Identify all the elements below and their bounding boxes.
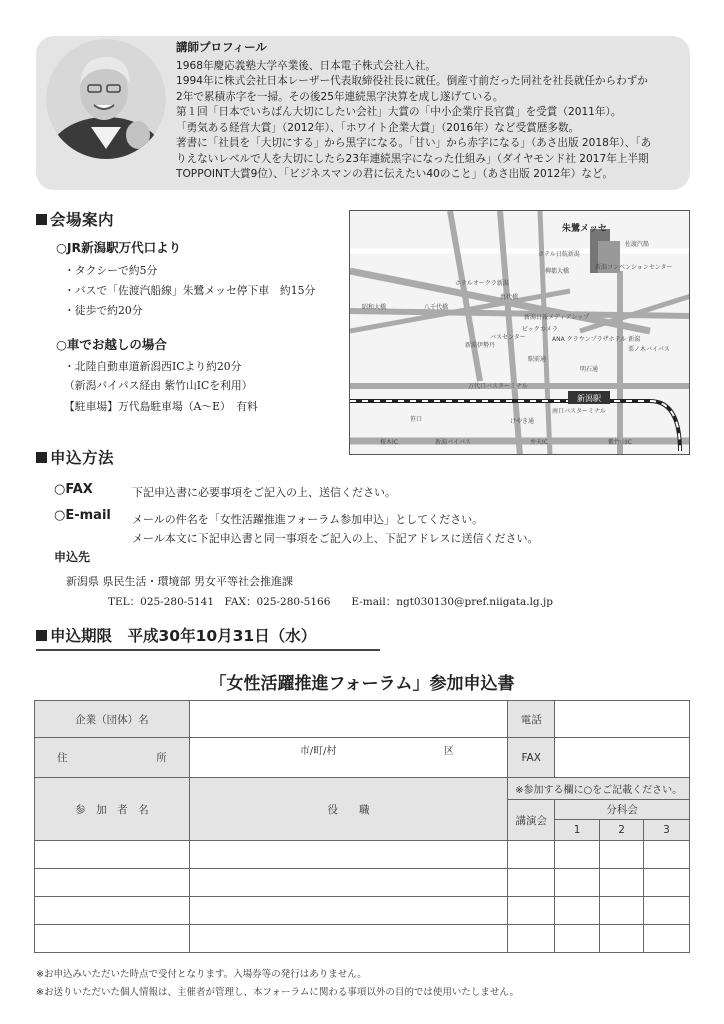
profile-line: 第１回「日本でいちばん大切にしたい会社」大賞の「中小企業庁長官賞」を受賞（2011年）。: [176, 106, 622, 118]
participant-name-input[interactable]: [35, 925, 190, 953]
profile-line: 2年で累積赤字を一掃。その後25年連続黒字決算を成し遂げている。: [176, 90, 504, 103]
role-header: 役 職: [189, 778, 507, 841]
phone-label: 電話: [508, 701, 555, 738]
breakout-3-checkbox[interactable]: [644, 925, 690, 953]
participant-name-input[interactable]: [35, 869, 190, 897]
breakout-2-checkbox[interactable]: [600, 897, 644, 925]
profile-line: 著書に「社員を「大切にする」から黒字になる。「甘い」から赤字になる」（あさ出版 2018年）、「あ: [176, 137, 652, 149]
map-label: バスセンター: [490, 334, 526, 341]
table-row: [35, 841, 690, 869]
email-key: ○E-mail: [54, 508, 111, 523]
address-label: [35, 738, 190, 778]
profile-title: 講師プロフィール: [176, 40, 267, 54]
train-item: ・徒歩で約20分: [64, 304, 143, 317]
map-label: 万代口バスターミナル: [468, 383, 528, 390]
map-label: 駅前通: [528, 356, 547, 363]
destination-contact: TEL：025-280-5141 FAX：025-280-5166 E-mail：ngt030130@pref.niigata.lg.jp: [108, 596, 553, 608]
role-input[interactable]: [189, 925, 507, 953]
car-item: ・北陸自動車道新潟西ICより約20分: [64, 360, 242, 373]
participant-name-input[interactable]: [35, 897, 190, 925]
form-title: 「女性活躍推進フォーラム」参加申込書: [209, 674, 515, 694]
footnote: ※お申込みいただいた時点で受付となります。入場券等の発行はありません。: [36, 969, 367, 980]
map-label: 新潟伊勢丹: [465, 342, 496, 349]
car-heading: ○車でお越しの場合: [56, 337, 167, 352]
breakout-col-2: 2: [600, 820, 644, 841]
breakout-col-1: 1: [555, 820, 600, 841]
map-label: 笹口: [410, 416, 423, 423]
deadline-heading: [36, 624, 316, 646]
role-input[interactable]: [189, 869, 507, 897]
breakout-1-checkbox[interactable]: [555, 897, 600, 925]
map-label: 柳都大橋: [545, 268, 570, 275]
breakout-2-checkbox[interactable]: [600, 925, 644, 953]
map-label: 新潟バイパス: [435, 439, 471, 446]
map-label: 南口バスターミナル: [552, 408, 606, 415]
heading-square-icon: [36, 630, 47, 641]
car-item: 【駐車場】万代島駐車場（A～E） 有料: [64, 400, 258, 413]
map-station-label: 新潟駅: [577, 394, 601, 403]
speaker-photo: [46, 39, 166, 159]
participant-name-header: 参 加 者 名: [35, 778, 190, 841]
heading-square-icon: [36, 214, 47, 225]
map-label: ビックカメラ: [522, 326, 558, 333]
map-label: ホテル日航新潟: [538, 251, 580, 258]
map-label: 明石通: [580, 366, 599, 373]
lecture-checkbox[interactable]: [508, 869, 555, 897]
destination-org: 新潟県 県民生活・環境部 男女平等社会推進課: [66, 575, 293, 588]
venue-heading-text: 会場案内: [50, 211, 115, 229]
table-row: [35, 869, 690, 897]
address-ward-hint: 区: [443, 746, 454, 757]
map-label: 桜木IC: [380, 439, 398, 446]
map-label: 新潟日報メディアシップ: [524, 314, 590, 321]
company-input[interactable]: [189, 701, 507, 738]
map-label: 萬代橋: [500, 294, 519, 301]
breakout-1-checkbox[interactable]: [555, 841, 600, 869]
profile-box: [36, 36, 690, 190]
train-heading: ○JR新潟駅万代口より: [56, 240, 182, 255]
map-label: 紫竹山IC: [608, 439, 632, 446]
fax-input[interactable]: [555, 738, 690, 778]
breakout-1-checkbox[interactable]: [555, 925, 600, 953]
application-form-table: [34, 700, 690, 953]
profile-line: 1968年慶応義塾大学卒業後、日本電子株式会社入社。: [176, 59, 437, 72]
table-row: [35, 925, 690, 953]
lecture-checkbox[interactable]: [508, 925, 555, 953]
email-text: メールの件名を「女性活躍推進フォーラム参加申込」としてください。: [132, 513, 484, 526]
train-item: ・タクシーで約5分: [64, 264, 158, 277]
deadline-underline: [36, 649, 380, 651]
profile-text: [176, 40, 686, 183]
car-item: （新潟バイパス経由 紫竹山ICを利用）: [64, 379, 253, 392]
map-label: 新潟コンベンションセンター: [595, 264, 673, 271]
map-label: 弁天IC: [530, 439, 548, 446]
fax-text: 下記申込書に必要事項をご記入の上、送信ください。: [132, 486, 396, 499]
lecture-checkbox[interactable]: [508, 897, 555, 925]
map-label: ホテルオークラ新潟: [455, 280, 509, 287]
map-label: けやき通: [510, 418, 535, 425]
address-label-1: 住: [57, 752, 68, 764]
map-label: 栗ノ木バイパス: [628, 346, 670, 353]
role-input[interactable]: [189, 841, 507, 869]
fax-label: FAX: [508, 738, 555, 778]
table-row: [35, 897, 690, 925]
company-label: 企業（団体）名: [35, 701, 190, 738]
map-label: 佐渡汽船: [625, 241, 650, 248]
breakout-2-checkbox[interactable]: [600, 841, 644, 869]
venue-map: [349, 210, 690, 455]
role-input[interactable]: [189, 897, 507, 925]
application-heading: [36, 446, 114, 468]
breakout-col-3: 3: [644, 820, 690, 841]
destination-heading: 申込先: [54, 550, 91, 564]
breakout-header: 分科会: [555, 800, 690, 820]
application-heading-text: 申込方法: [50, 449, 115, 467]
email-text: メール本文に下記申込書と同一事項をご記入の上、下記アドレスに送信ください。: [132, 532, 539, 545]
heading-square-icon: [36, 452, 47, 463]
breakout-2-checkbox[interactable]: [600, 869, 644, 897]
lecture-header: 講演会: [508, 800, 555, 841]
profile-line: TOPPOINT大賞9位）、「ビジネスマンの君に伝えたい40のこと」（あさ出版 2012年）など。: [176, 168, 614, 180]
footnote: ※お送りいただいた個人情報は、主催者が管理し、本フォーラムに関わる事項以外の目的では使用いたしません。: [36, 987, 519, 998]
speaker-portrait-image: [46, 39, 166, 159]
address-label-2: 所: [156, 752, 167, 764]
profile-line: 「勇気ある経営大賞」（2012年）、「ホワイト企業大賞」（2016年）など受賞歴多数。: [176, 121, 580, 134]
participation-note: ※参加する欄に○をご記載ください。: [508, 778, 690, 800]
profile-line: 1994年に株式会社日本レーザー代表取締役社長に就任。倒産寸前だった同社を社長就任からわずか: [176, 75, 648, 87]
phone-input[interactable]: [555, 701, 690, 738]
breakout-1-checkbox[interactable]: [555, 869, 600, 897]
address-input[interactable]: [189, 738, 507, 778]
deadline-text: 申込期限 平成30年10月31日（水）: [50, 627, 317, 645]
map-label: 八千代橋: [424, 304, 449, 311]
profile-line: りえないレベルで人を大切にしたら23年連続黒字になった仕組み」（ダイヤモンド社 2017年上半期: [176, 152, 649, 165]
participant-name-input[interactable]: [35, 841, 190, 869]
breakout-3-checkbox[interactable]: [644, 897, 690, 925]
lecture-checkbox[interactable]: [508, 841, 555, 869]
address-city-hint: 市/町/村: [299, 746, 337, 757]
train-item: ・バスで「佐渡汽船線」朱鷺メッセ停下車 約15分: [64, 284, 316, 297]
map-label: ANA クラウンプラザホテル 新潟: [552, 336, 641, 343]
venue-heading: [36, 208, 114, 230]
map-label-toki-messe: 朱鷺メッセ: [562, 224, 608, 234]
breakout-3-checkbox[interactable]: [644, 841, 690, 869]
fax-key: ○FAX: [54, 482, 93, 497]
breakout-3-checkbox[interactable]: [644, 869, 690, 897]
map-drawing: [350, 211, 690, 455]
map-label: 昭和大橋: [362, 304, 387, 311]
